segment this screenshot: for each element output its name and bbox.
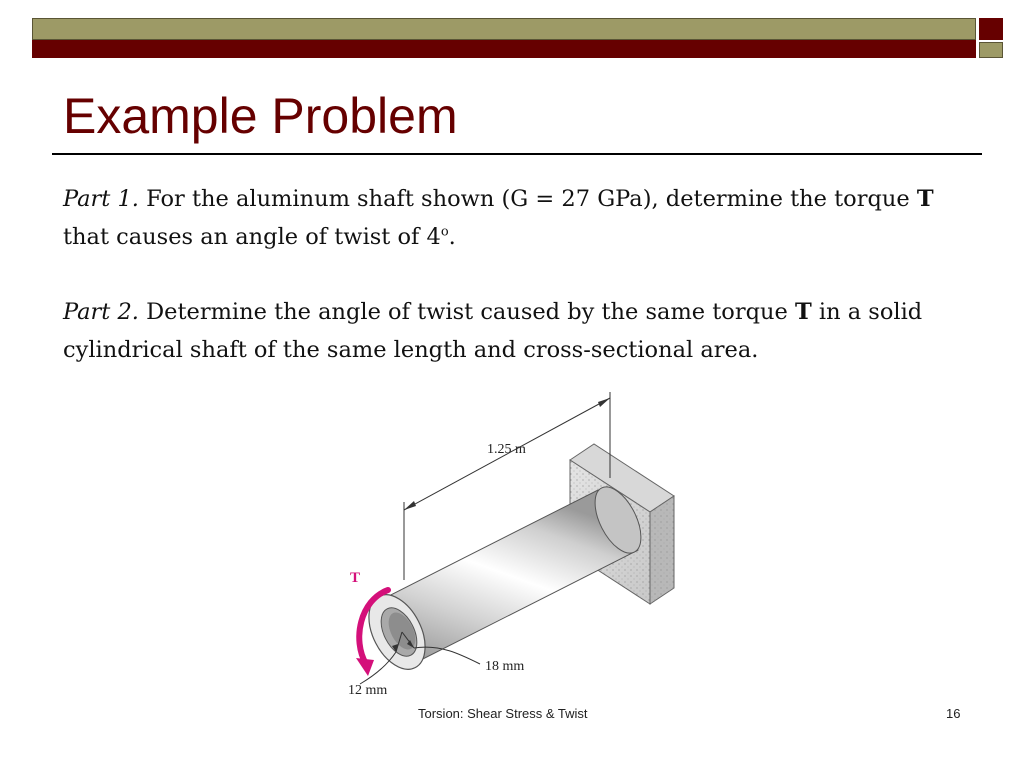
corner-block-olive — [979, 42, 1003, 58]
part1-text-a: For the aluminum shaft shown (G = 27 GPa), determine the torque — [138, 186, 917, 212]
length-label: 1.25 m — [487, 442, 526, 457]
slide-title: Example Problem — [63, 88, 458, 144]
title-divider — [52, 153, 982, 155]
part2-torque-symbol: T — [794, 299, 812, 325]
part1-label: Part 1. — [63, 186, 139, 212]
part2-text-b: in a solid cylindrical shaft of the same length and cross-sectional area. — [63, 299, 923, 363]
part1-torque-symbol: T — [916, 186, 934, 212]
header-bar-maroon — [32, 40, 976, 58]
part2-label: Part 2. — [63, 299, 139, 325]
shaft-figure — [330, 382, 690, 704]
header-bar-olive — [32, 18, 976, 40]
hollow-shaft — [357, 480, 650, 679]
part1-paragraph — [63, 180, 968, 256]
inner-radius-label: 12 mm — [348, 683, 388, 698]
corner-block-maroon — [979, 18, 1003, 40]
part1-text-b: that causes an angle of twist of 4 — [63, 224, 441, 250]
degree-superscript: o — [440, 224, 449, 240]
header-bars — [32, 18, 976, 58]
slide-number: 16 — [946, 706, 961, 721]
torque-label: T — [350, 570, 361, 586]
part2-paragraph — [63, 293, 968, 369]
part2-text-a: Determine the angle of twist caused by the same torque — [138, 299, 795, 325]
footer-text: Torsion: Shear Stress & Twist — [418, 706, 588, 721]
part1-end: . — [448, 224, 456, 250]
outer-radius-label: 18 mm — [485, 659, 525, 674]
